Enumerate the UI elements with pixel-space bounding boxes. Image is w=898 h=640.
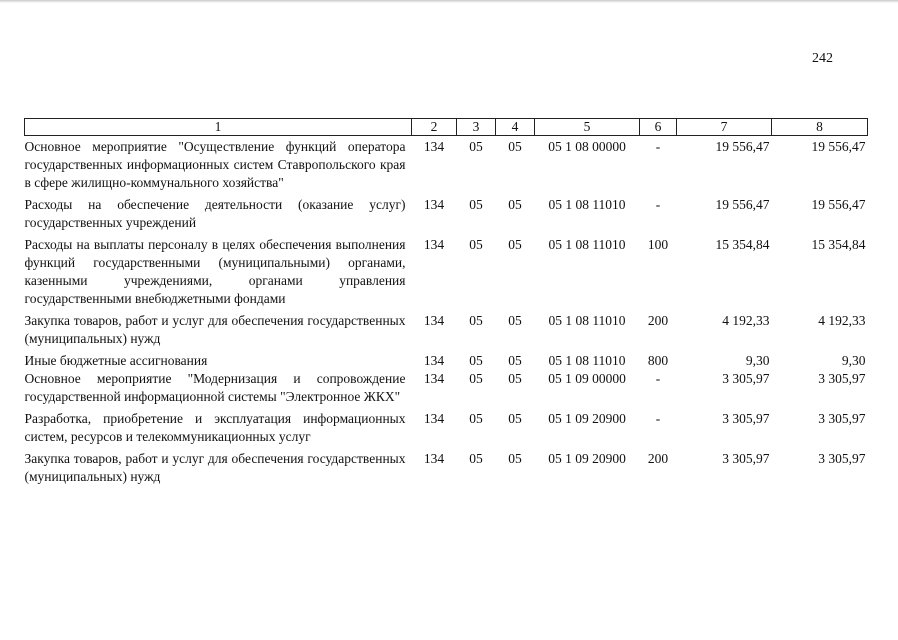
- row-amount-col7: 3 305,97: [722, 371, 770, 386]
- row-subsection-code: 05: [508, 451, 522, 466]
- row-amount-col8: 3 305,97: [818, 411, 866, 426]
- row-subsection-code: 05: [508, 411, 522, 426]
- row-amount-col8: 4 192,33: [818, 313, 866, 328]
- row-target-code: 05 1 09 20900: [548, 451, 626, 466]
- table-header-row: [25, 119, 868, 136]
- row-amount-col7: 19 556,47: [715, 197, 770, 212]
- row-expense-type: -: [655, 139, 661, 154]
- row-subsection-code: 05: [508, 371, 522, 386]
- row-amount-col8: 3 305,97: [818, 371, 866, 386]
- row-subsection-code: 05: [508, 237, 522, 252]
- header-col-2: 2: [412, 119, 457, 136]
- row-subsection-code: 05: [508, 197, 522, 212]
- row-description: Разработка, приобретение и эксплуатация информационных систем, ресурсов и телекоммуникационных услуг: [24, 411, 406, 444]
- header-col-7: 7: [677, 119, 772, 136]
- row-expense-type: -: [655, 371, 661, 386]
- table-row: [25, 136, 868, 197]
- row-amount-col7: 9,30: [745, 353, 770, 368]
- row-expense-type: 200: [647, 313, 669, 328]
- row-description: Расходы на выплаты персоналу в целях обеспечения выполнения функций государственными (муниципальными) органами, казенными учреждениями, органами управления государственными внебюджетными фондами: [24, 237, 406, 306]
- row-amount-col7: 15 354,84: [715, 237, 770, 252]
- header-col-6: 6: [640, 119, 677, 136]
- row-subsection-code: 05: [508, 139, 522, 154]
- header-col-1: 1: [25, 119, 412, 136]
- table-row: [25, 196, 868, 236]
- row-ministry-code: 134: [423, 371, 445, 386]
- row-amount-col8: 9,30: [841, 353, 866, 368]
- row-section-code: 05: [469, 353, 483, 368]
- row-description: Основное мероприятие "Осуществление функций оператора государственных информационных систем Ставропольского края в сфере жилищно-коммунального хозяйства": [24, 139, 406, 190]
- table-row: [25, 370, 868, 410]
- row-section-code: 05: [469, 237, 483, 252]
- header-col-4: 4: [496, 119, 535, 136]
- page-number: 242: [812, 51, 833, 66]
- row-amount-col7: 4 192,33: [722, 313, 770, 328]
- row-target-code: 05 1 08 11010: [548, 353, 626, 368]
- table-row: [25, 352, 868, 370]
- table-row: [25, 450, 868, 490]
- row-description: Расходы на обеспечение деятельности (оказание услуг) государственных учреждений: [24, 197, 406, 230]
- table-row: [25, 410, 868, 450]
- row-expense-type: 200: [647, 451, 669, 466]
- row-expense-type: -: [655, 411, 661, 426]
- row-subsection-code: 05: [508, 353, 522, 368]
- row-section-code: 05: [469, 371, 483, 386]
- row-section-code: 05: [469, 411, 483, 426]
- row-expense-type: 100: [647, 237, 669, 252]
- row-description: Основное мероприятие "Модернизация и сопровождение государственной информационной системы "Электронное ЖКХ": [24, 371, 406, 404]
- row-ministry-code: 134: [423, 197, 445, 212]
- header-col-8: 8: [772, 119, 868, 136]
- row-ministry-code: 134: [423, 139, 445, 154]
- row-target-code: 05 1 08 11010: [548, 197, 626, 212]
- scan-edge: [0, 0, 898, 3]
- table-row: [25, 236, 868, 312]
- row-section-code: 05: [469, 451, 483, 466]
- row-ministry-code: 134: [423, 353, 445, 368]
- row-subsection-code: 05: [508, 313, 522, 328]
- row-description: Закупка товаров, работ и услуг для обеспечения государственных (муниципальных) нужд: [24, 451, 406, 484]
- row-section-code: 05: [469, 313, 483, 328]
- row-ministry-code: 134: [423, 451, 445, 466]
- row-amount-col7: 19 556,47: [715, 139, 770, 154]
- row-amount-col8: 19 556,47: [811, 197, 866, 212]
- row-ministry-code: 134: [423, 313, 445, 328]
- header-col-5: 5: [535, 119, 640, 136]
- table-row: [25, 312, 868, 352]
- row-target-code: 05 1 09 00000: [548, 371, 626, 386]
- row-target-code: 05 1 08 11010: [548, 313, 626, 328]
- row-section-code: 05: [469, 139, 483, 154]
- budget-table: [24, 118, 868, 490]
- row-section-code: 05: [469, 197, 483, 212]
- row-amount-col8: 3 305,97: [818, 451, 866, 466]
- row-description: Иные бюджетные ассигнования: [24, 353, 208, 368]
- row-amount-col7: 3 305,97: [722, 451, 770, 466]
- row-target-code: 05 1 08 00000: [548, 139, 626, 154]
- row-ministry-code: 134: [423, 237, 445, 252]
- row-amount-col7: 3 305,97: [722, 411, 770, 426]
- row-target-code: 05 1 09 20900: [548, 411, 626, 426]
- row-expense-type: 800: [647, 353, 669, 368]
- row-expense-type: -: [655, 197, 661, 212]
- row-ministry-code: 134: [423, 411, 445, 426]
- row-target-code: 05 1 08 11010: [548, 237, 626, 252]
- row-amount-col8: 15 354,84: [811, 237, 866, 252]
- row-description: Закупка товаров, работ и услуг для обеспечения государственных (муниципальных) нужд: [24, 313, 406, 346]
- row-amount-col8: 19 556,47: [811, 139, 866, 154]
- header-col-3: 3: [457, 119, 496, 136]
